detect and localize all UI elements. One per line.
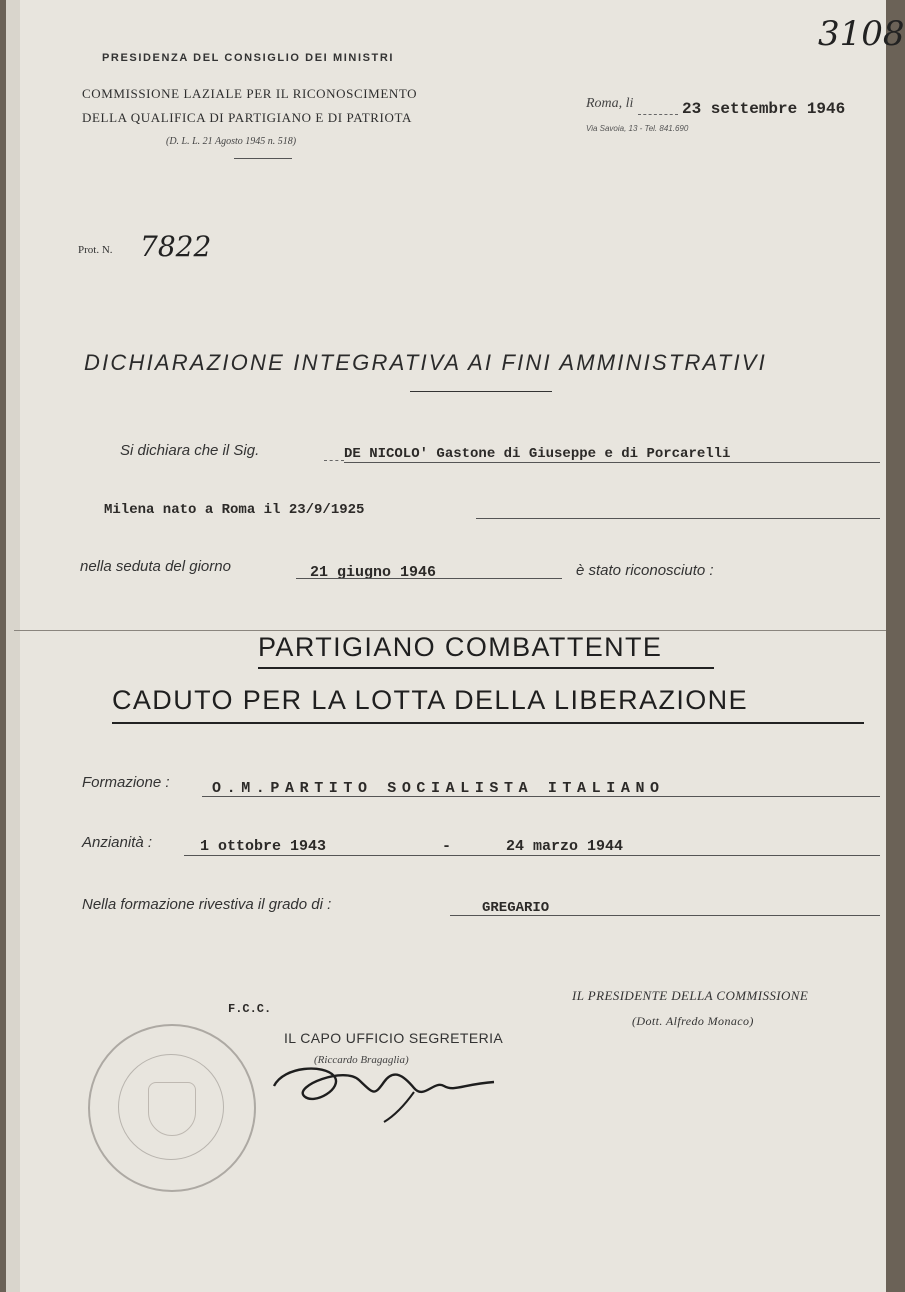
archive-number: 3108 <box>818 14 905 54</box>
name-line-2-rule <box>476 518 880 519</box>
seniority-from: 1 ottobre 1943 <box>200 838 327 855</box>
law-reference: (D. L. L. 21 Agosto 1945 n. 518) <box>166 136 297 147</box>
section-divider <box>14 630 886 631</box>
rank-rule <box>450 915 880 916</box>
name-line-2: Milena nato a Roma il 23/9/1925 <box>104 502 365 518</box>
name-line-1: DE NICOLO' Gastone di Giuseppe e di Porcarelli <box>344 446 731 462</box>
seniority-separator: - <box>442 838 452 855</box>
rank-value: GREGARIO <box>482 900 550 916</box>
pcc-mark: F.C.C. <box>228 1002 272 1016</box>
rank-label: Nella formazione rivestiva il grado di : <box>82 896 332 913</box>
office-address: Via Savoia, 13 - Tel. 841.690 <box>586 124 689 133</box>
formation-value: O.M.PARTITO SOCIALISTA ITALIANO <box>212 780 665 797</box>
document-sheet <box>6 0 905 1292</box>
date-dots <box>638 114 678 115</box>
president-title: IL PRESIDENTE DELLA COMMISSIONE <box>572 988 809 1003</box>
presidenza-heading: PRESIDENZA DEL CONSIGLIO DEI MINISTRI <box>102 52 395 64</box>
handwritten-signature <box>264 1046 514 1126</box>
document-title: DICHIARAZIONE INTEGRATIVA AI FINI AMMINISTRATIVI <box>84 350 767 375</box>
intro-label: Si dichiara che il Sig. <box>120 442 260 459</box>
title-rule <box>410 391 552 392</box>
place-label: Roma, li <box>586 96 634 111</box>
qualification-line-2-rule <box>112 722 864 724</box>
session-date-rule <box>296 578 562 579</box>
document-date: 23 settembre 1946 <box>682 100 846 118</box>
qualification-line-1: PARTIGIANO COMBATTENTE <box>258 632 663 662</box>
office-title: IL CAPO UFFICIO SEGRETERIA <box>284 1030 504 1046</box>
formation-label: Formazione : <box>82 774 170 791</box>
name-line-1-rule <box>344 462 880 463</box>
protocol-number: 7822 <box>140 230 212 263</box>
name-lead-dots <box>324 460 344 461</box>
commission-line-2: DELLA QUALIFICA DI PARTIGIANO E DI PATRIOTA <box>82 110 412 125</box>
commission-line-1: COMMISSIONE LAZIALE PER IL RICONOSCIMENTO <box>82 86 418 101</box>
qualification-line-2: CADUTO PER LA LOTTA DELLA LIBERAZIONE <box>112 685 748 715</box>
session-date: 21 giugno 1946 <box>310 564 437 581</box>
page-edge <box>6 0 20 1292</box>
recognized-label: è stato riconosciuto : <box>576 562 714 579</box>
session-label: nella seduta del giorno <box>80 558 231 575</box>
protocol-label: Prot. N. <box>78 244 113 256</box>
formation-rule <box>202 796 880 797</box>
president-name: (Dott. Alfredo Monaco) <box>632 1014 754 1028</box>
commission-stamp <box>88 1024 256 1192</box>
office-name: (Riccardo Bragaglia) <box>314 1054 409 1066</box>
seniority-label: Anzianità : <box>82 834 153 851</box>
seniority-rule <box>184 855 880 856</box>
qualification-line-1-rule <box>258 667 714 669</box>
coat-of-arms-icon <box>148 1082 196 1136</box>
header-rule <box>234 158 292 159</box>
seniority-to: 24 marzo 1944 <box>506 838 624 855</box>
